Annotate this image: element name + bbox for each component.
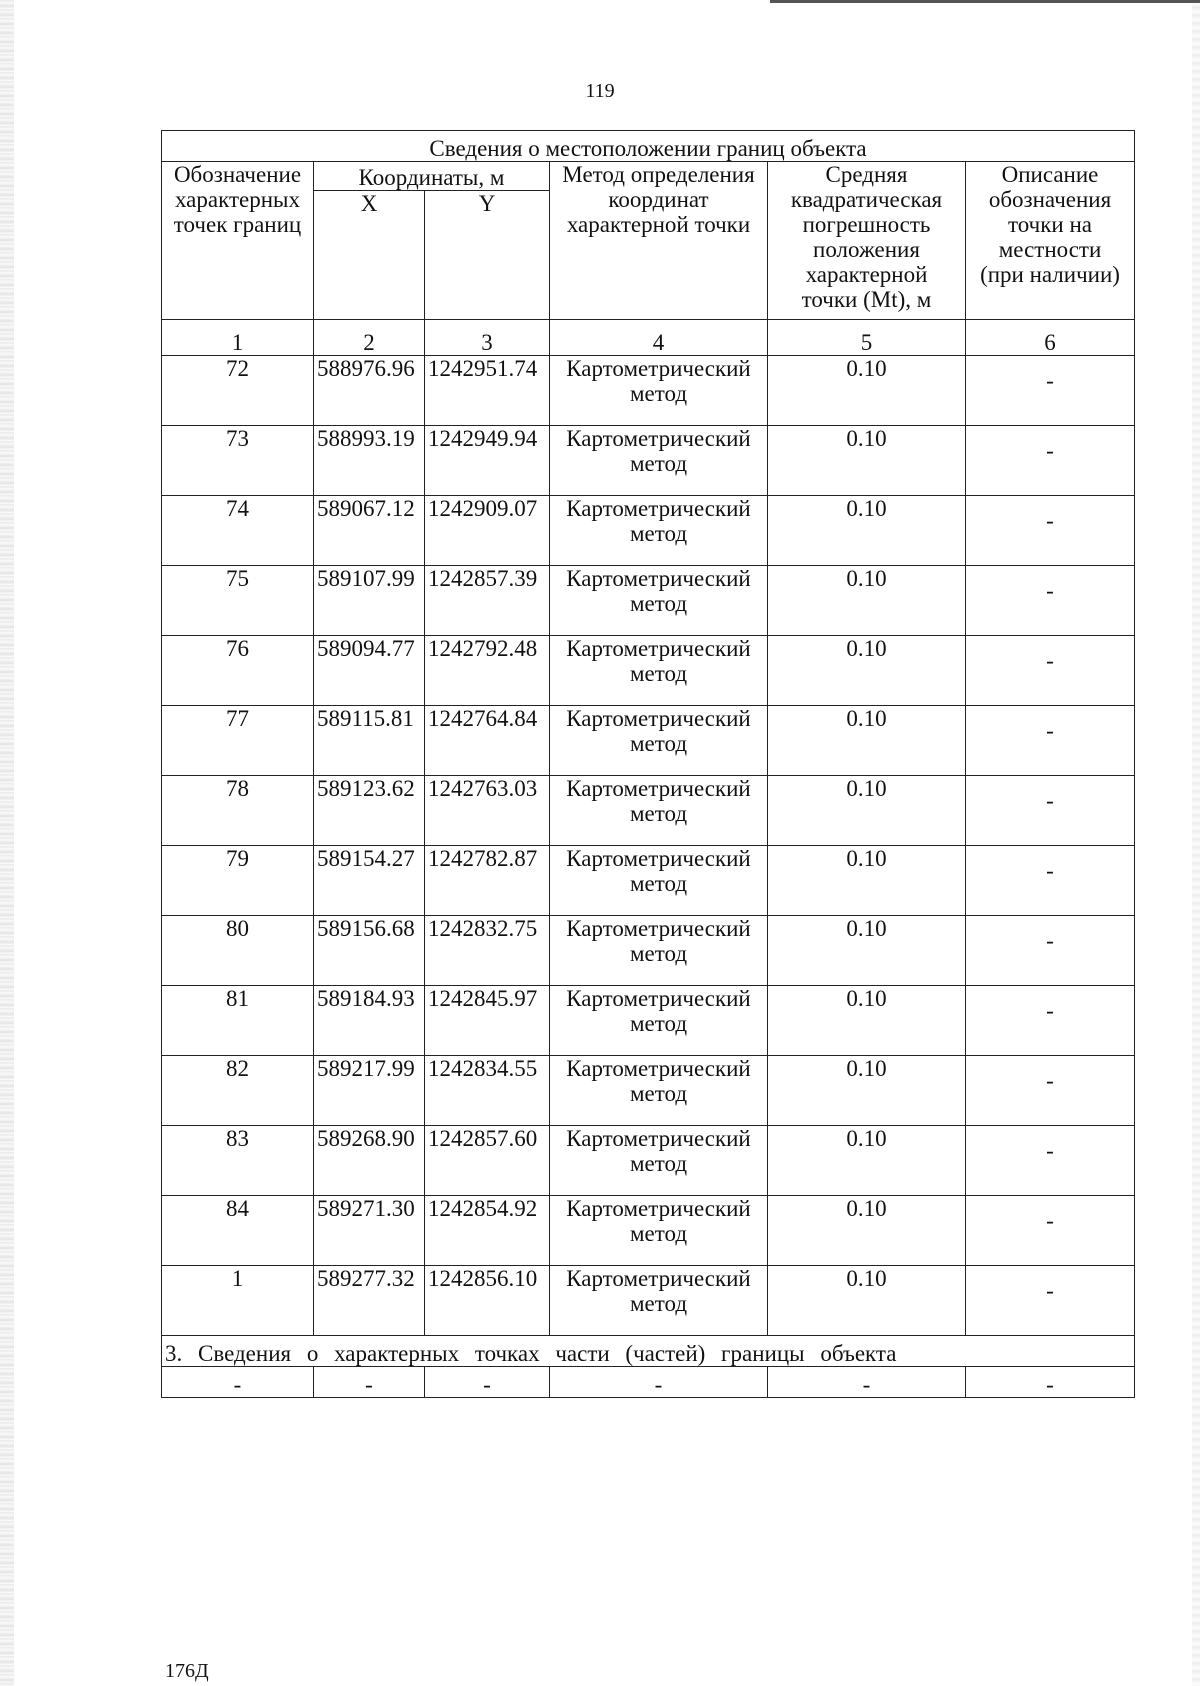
method-line: Картометрический xyxy=(566,356,751,381)
coord-y: 1242845.97 xyxy=(425,986,550,1056)
coord-x: 589184.93 xyxy=(314,986,425,1056)
method-cell xyxy=(550,1126,768,1196)
mt-value: 0.10 xyxy=(768,356,966,426)
method-line: Картометрический xyxy=(566,1196,751,1221)
point-id: 77 xyxy=(162,706,314,776)
column-number: 2 xyxy=(314,320,425,356)
method-line: Картометрический xyxy=(566,496,751,521)
mt-value: 0.10 xyxy=(768,636,966,706)
page-number: 119 xyxy=(585,80,615,102)
method-cell xyxy=(550,356,768,426)
column-number: 3 xyxy=(425,320,550,356)
method-cell xyxy=(550,846,768,916)
point-id: 82 xyxy=(162,1056,314,1126)
column-number: 5 xyxy=(768,320,966,356)
coord-x: 589067.12 xyxy=(314,496,425,566)
coord-y: 1242792.48 xyxy=(425,636,550,706)
coord-y: 1242857.39 xyxy=(425,566,550,636)
coord-x: 589217.99 xyxy=(314,1056,425,1126)
table-row xyxy=(162,496,1135,566)
coord-x: 589123.62 xyxy=(314,776,425,846)
header-desc-line: Описание xyxy=(1001,162,1099,187)
coord-x: 589156.68 xyxy=(314,916,425,986)
column-number: 4 xyxy=(550,320,768,356)
method-line: метод xyxy=(629,1081,688,1106)
coord-x: 588993.19 xyxy=(314,426,425,496)
method-line: метод xyxy=(629,1151,688,1176)
table-row xyxy=(162,916,1135,986)
description: - xyxy=(966,846,1135,916)
method-line: Картометрический xyxy=(566,1266,751,1291)
method-cell xyxy=(550,426,768,496)
table-row xyxy=(162,846,1135,916)
mt-value: 0.10 xyxy=(768,916,966,986)
description: - xyxy=(966,496,1135,566)
table-row xyxy=(162,1126,1135,1196)
coord-x: 589154.27 xyxy=(314,846,425,916)
column-number-row xyxy=(162,320,1135,356)
header-desc-line: (при наличии) xyxy=(980,262,1120,287)
point-id: 81 xyxy=(162,986,314,1056)
description: - xyxy=(966,1266,1135,1336)
coord-y: 1242764.84 xyxy=(425,706,550,776)
header-mt-line: погрешность xyxy=(802,212,931,237)
description: - xyxy=(966,426,1135,496)
section3-cell: - xyxy=(966,1367,1135,1398)
method-line: метод xyxy=(629,1221,688,1246)
header-point xyxy=(162,162,314,320)
method-line: метод xyxy=(629,521,688,546)
scan-edge-left xyxy=(0,0,14,1686)
coord-y: 1242834.55 xyxy=(425,1056,550,1126)
header-mt-line: характерной xyxy=(805,262,928,287)
description: - xyxy=(966,776,1135,846)
point-id: 83 xyxy=(162,1126,314,1196)
method-line: метод xyxy=(629,801,688,826)
footer-code: 176Д xyxy=(165,1660,209,1682)
mt-value: 0.10 xyxy=(768,846,966,916)
method-line: метод xyxy=(629,451,688,476)
header-desc-line: точки на xyxy=(1008,212,1092,237)
method-cell xyxy=(550,1196,768,1266)
header-mt-line: Средняя xyxy=(825,162,908,187)
description: - xyxy=(966,986,1135,1056)
table-row xyxy=(162,1056,1135,1126)
method-cell xyxy=(550,636,768,706)
table-row xyxy=(162,706,1135,776)
column-number: 6 xyxy=(966,320,1135,356)
coord-y: 1242949.94 xyxy=(425,426,550,496)
table-title: Сведения о местоположении границ объекта xyxy=(162,131,1135,162)
method-line: Картометрический xyxy=(566,426,751,451)
point-id: 74 xyxy=(162,496,314,566)
point-id: 78 xyxy=(162,776,314,846)
table-row xyxy=(162,1266,1135,1336)
method-cell xyxy=(550,986,768,1056)
coord-y: 1242857.60 xyxy=(425,1126,550,1196)
method-line: Картометрический xyxy=(566,776,751,801)
header-mt xyxy=(768,162,966,320)
method-line: метод xyxy=(629,1291,688,1316)
method-cell xyxy=(550,566,768,636)
point-id: 72 xyxy=(162,356,314,426)
table-row xyxy=(162,566,1135,636)
coord-x: 589268.90 xyxy=(314,1126,425,1196)
point-id: 84 xyxy=(162,1196,314,1266)
mt-value: 0.10 xyxy=(768,496,966,566)
mt-value: 0.10 xyxy=(768,1266,966,1336)
method-line: Картометрический xyxy=(566,1126,751,1151)
point-id: 79 xyxy=(162,846,314,916)
method-line: Картометрический xyxy=(566,706,751,731)
method-line: метод xyxy=(629,941,688,966)
section3-cell: - xyxy=(162,1367,314,1398)
header-method-line: характерной точки xyxy=(566,212,751,237)
description: - xyxy=(966,566,1135,636)
description: - xyxy=(966,1056,1135,1126)
header-mt-line: точки (Mt), м xyxy=(801,287,932,312)
method-cell xyxy=(550,1266,768,1336)
coord-y: 1242782.87 xyxy=(425,846,550,916)
method-line: Картометрический xyxy=(566,986,751,1011)
mt-value: 0.10 xyxy=(768,566,966,636)
header-coords: Координаты, м xyxy=(314,162,550,191)
scan-edge-top xyxy=(770,0,1200,3)
header-desc xyxy=(966,162,1135,320)
method-line: метод xyxy=(629,871,688,896)
header-point-line: точек границ xyxy=(173,212,302,237)
header-method-line: координат xyxy=(608,187,709,212)
header-method xyxy=(550,162,768,320)
point-id: 1 xyxy=(162,1266,314,1336)
method-line: Картометрический xyxy=(566,636,751,661)
method-cell xyxy=(550,776,768,846)
table-row xyxy=(162,1196,1135,1266)
header-desc-line: местности xyxy=(998,237,1102,262)
method-line: метод xyxy=(629,1011,688,1036)
coord-x: 589271.30 xyxy=(314,1196,425,1266)
coord-y: 1242909.07 xyxy=(425,496,550,566)
point-id: 80 xyxy=(162,916,314,986)
header-mt-line: квадратическая xyxy=(790,187,943,212)
method-line: Картометрический xyxy=(566,566,751,591)
section3-cell: - xyxy=(314,1367,425,1398)
coord-x: 589107.99 xyxy=(314,566,425,636)
description: - xyxy=(966,1196,1135,1266)
coord-y: 1242856.10 xyxy=(425,1266,550,1336)
section3-cell: - xyxy=(425,1367,550,1398)
method-line: метод xyxy=(629,381,688,406)
method-line: метод xyxy=(629,661,688,686)
coord-x: 588976.96 xyxy=(314,356,425,426)
header-x: X xyxy=(314,191,425,320)
method-line: метод xyxy=(629,731,688,756)
section3-cell: - xyxy=(550,1367,768,1398)
section3-title-row xyxy=(162,1336,1135,1367)
mt-value: 0.10 xyxy=(768,986,966,1056)
coord-y: 1242832.75 xyxy=(425,916,550,986)
method-cell xyxy=(550,1056,768,1126)
table-row xyxy=(162,426,1135,496)
table-row xyxy=(162,356,1135,426)
section3-title: 3. Сведения о характерных точках части (частей) границы объекта xyxy=(162,1336,1135,1367)
table-row xyxy=(162,776,1135,846)
table-row xyxy=(162,986,1135,1056)
description: - xyxy=(966,356,1135,426)
header-point-line: характерных xyxy=(174,187,300,212)
scan-edge-right xyxy=(1192,0,1200,1686)
mt-value: 0.10 xyxy=(768,426,966,496)
description: - xyxy=(966,1126,1135,1196)
section3-row xyxy=(162,1367,1135,1398)
header-mt-line: положения xyxy=(813,237,920,262)
description: - xyxy=(966,916,1135,986)
boundary-coordinates-table xyxy=(161,130,1135,1398)
table-row xyxy=(162,636,1135,706)
method-cell xyxy=(550,496,768,566)
coord-x: 589115.81 xyxy=(314,706,425,776)
header-y: Y xyxy=(425,191,550,320)
column-number: 1 xyxy=(162,320,314,356)
method-line: Картометрический xyxy=(566,1056,751,1081)
mt-value: 0.10 xyxy=(768,1126,966,1196)
coord-y: 1242854.92 xyxy=(425,1196,550,1266)
coord-x: 589094.77 xyxy=(314,636,425,706)
header-desc-line: обозначения xyxy=(988,187,1112,212)
coord-x: 589277.32 xyxy=(314,1266,425,1336)
point-id: 75 xyxy=(162,566,314,636)
point-id: 73 xyxy=(162,426,314,496)
method-line: Картометрический xyxy=(566,916,751,941)
method-cell xyxy=(550,706,768,776)
header-method-line: Метод определения xyxy=(562,162,755,187)
coord-y: 1242763.03 xyxy=(425,776,550,846)
header-point-line: Обозначение xyxy=(173,162,302,187)
method-cell xyxy=(550,916,768,986)
section3-cell: - xyxy=(768,1367,966,1398)
mt-value: 0.10 xyxy=(768,1056,966,1126)
mt-value: 0.10 xyxy=(768,1196,966,1266)
description: - xyxy=(966,636,1135,706)
description: - xyxy=(966,706,1135,776)
mt-value: 0.10 xyxy=(768,776,966,846)
method-line: метод xyxy=(629,591,688,616)
method-line: Картометрический xyxy=(566,846,751,871)
point-id: 76 xyxy=(162,636,314,706)
coord-y: 1242951.74 xyxy=(425,356,550,426)
mt-value: 0.10 xyxy=(768,706,966,776)
